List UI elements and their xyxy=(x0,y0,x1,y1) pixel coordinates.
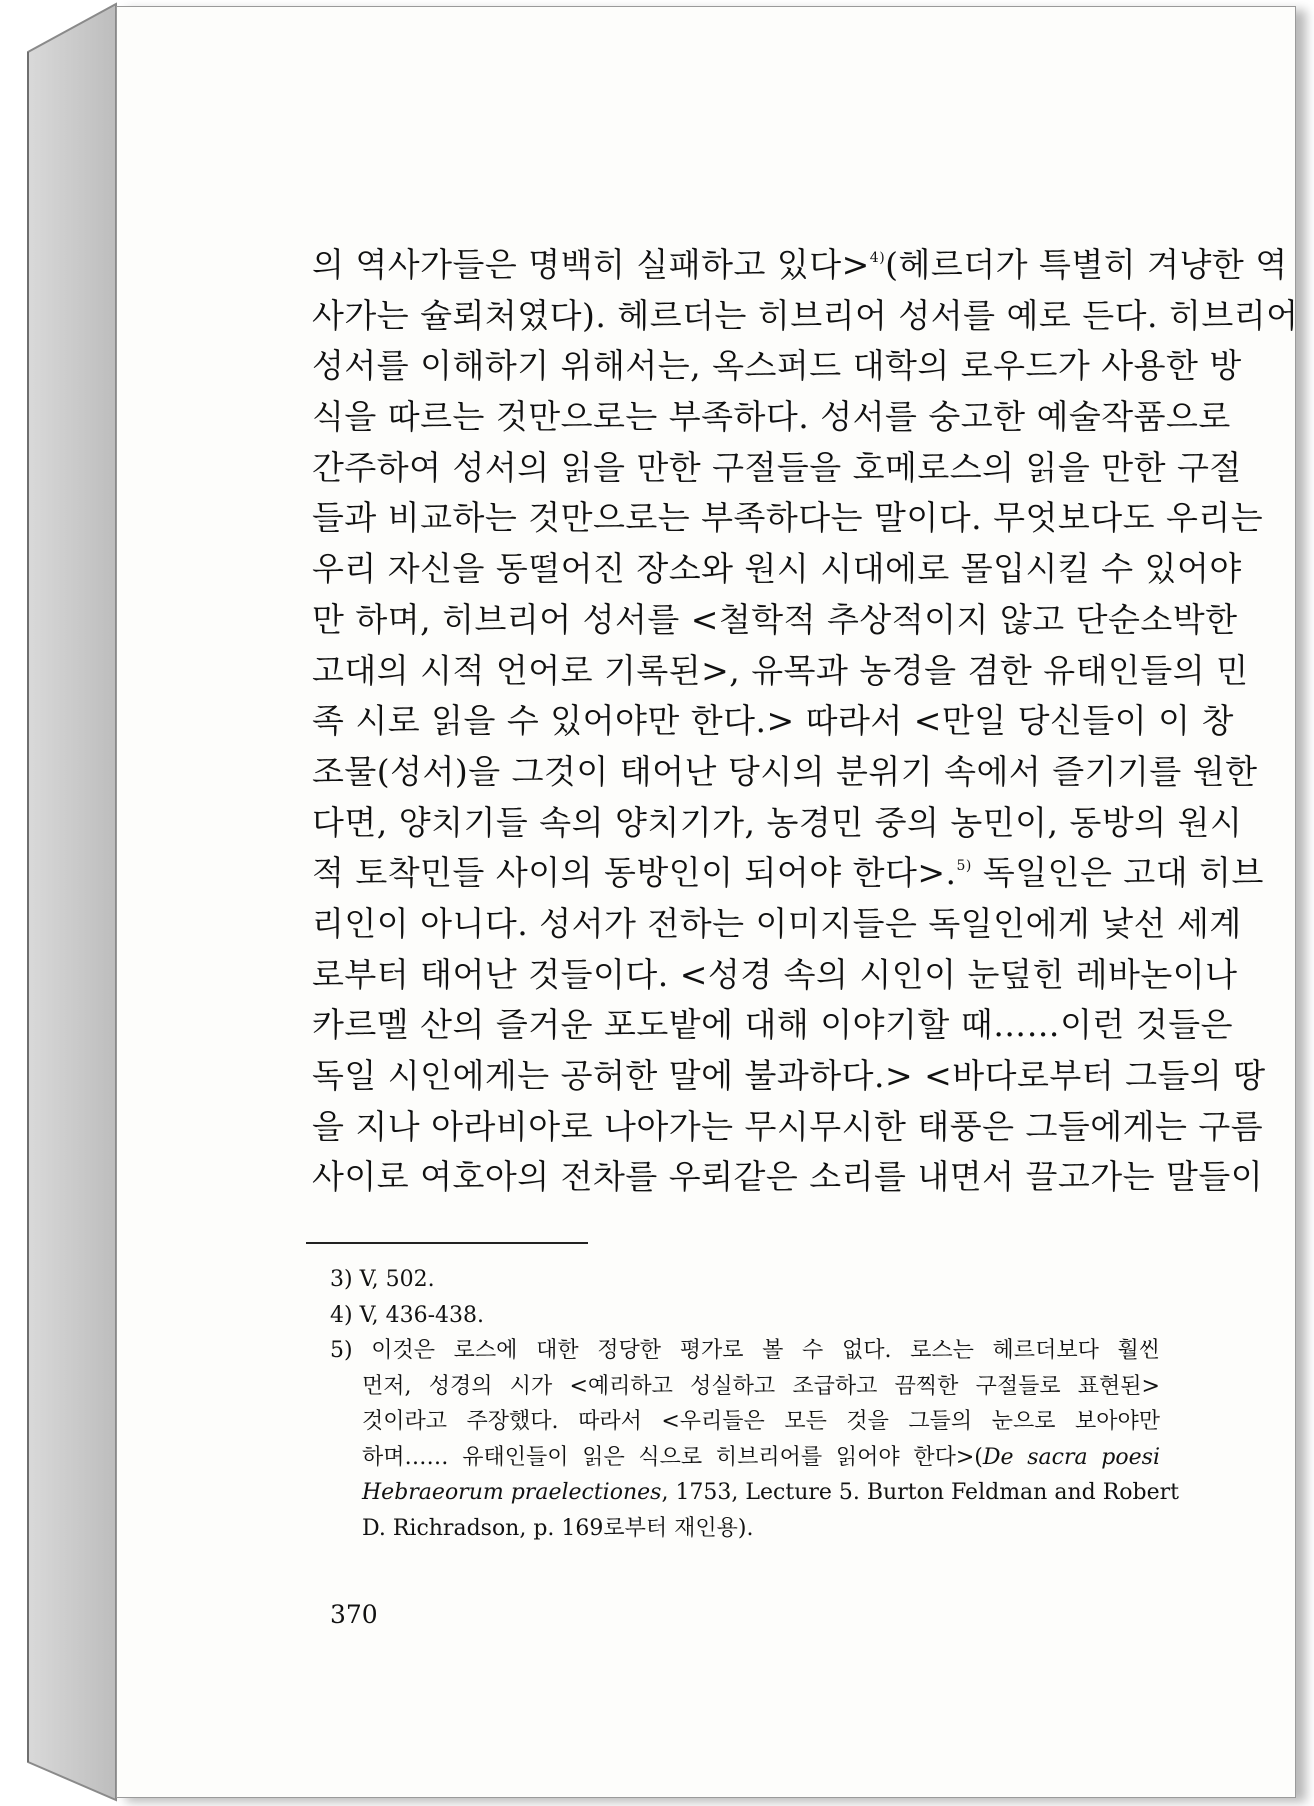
footnote-divider xyxy=(306,1242,588,1244)
text-line: 의 역사가들은 명백히 실패하고 있다>$^{4)}$(헤르더가 특별히 겨냥한 역 xyxy=(312,245,1288,284)
footnote-5-line: Hebraeorum praelectiones, 1753, Lecture 5. Burton Feldman and Robert xyxy=(362,1480,1179,1505)
text-line: 적 토착민들 사이의 동방인이 되어야 한다>.$^{5)}$ 독일인은 고대 히브 xyxy=(312,853,1264,893)
text-line: 조물(성서)을 그것이 태어난 당시의 분위기 속에서 즐기기를 원한 xyxy=(312,751,1258,791)
footnote-5-line: D. Richradson, p. 169로부터 재인용). xyxy=(362,1515,754,1541)
footnote-5-line: 5) 이것은 로스에 대한 정당한 평가로 볼 수 없다. 로스는 헤르더보다 훨씬 xyxy=(330,1338,1160,1363)
page-number: 370 xyxy=(330,1600,378,1629)
text-line: 들과 비교하는 것만으로는 부족하다는 말이다. 무엇보다도 우리는 xyxy=(312,498,1264,538)
text-line: 우리 자신을 동떨어진 장소와 원시 시대에로 몰입시킬 수 있어야 xyxy=(312,549,1242,589)
footnotes xyxy=(330,1262,1179,1546)
text-line: 다면, 양치기들 속의 양치기가, 농경민 중의 농민이, 동방의 원시 xyxy=(312,802,1243,842)
text-line: 간주하여 성서의 읽을 만한 구절들을 호메로스의 읽을 만한 구절 xyxy=(312,447,1242,487)
text-line: 리인이 아니다. 성서가 전하는 이미지들은 독일인에게 낯선 세계 xyxy=(312,903,1242,943)
text-line: 사이로 여호아의 전차를 우뢰같은 소리를 내면서 끌고가는 말들이 xyxy=(312,1157,1264,1197)
text-line: 사가는 슐뢰처였다). 헤르더는 히브리어 성서를 예로 든다. 히브리어 xyxy=(312,295,1299,335)
footnote-3: 3) V, 502. xyxy=(330,1267,435,1292)
footnote-5-line: 하며…… 유태인들이 읽은 식으로 히브리어를 읽어야 한다>(De sacra poesi xyxy=(362,1444,1160,1470)
text-line: 식을 따르는 것만으로는 부족하다. 성서를 숭고한 예술작품으로 xyxy=(312,397,1231,437)
footnote-5-line: 먼저, 성경의 시가 <예리하고 성실하고 조급하고 끔찍한 구절들로 표현된> xyxy=(362,1373,1160,1399)
text-line: 만 하며, 히브리어 성서를 <철학적 추상적이지 않고 단순소박한 xyxy=(312,599,1238,639)
footnote-5-line: 것이라고 주장했다. 따라서 <우리들은 모든 것을 그들의 눈으로 보아야만 xyxy=(362,1409,1160,1434)
text-line: 카르멜 산의 즐거운 포도밭에 대해 이야기할 때……이런 것들은 xyxy=(312,1005,1233,1045)
text-line: 을 지나 아라비아로 나아가는 무시무시한 태풍은 그들에게는 구름 xyxy=(312,1106,1264,1146)
text-line: 고대의 시적 언어로 기록된>, 유목과 농경을 겸한 유태인들의 민 xyxy=(312,650,1249,690)
text-line: 독일 시인에게는 공허한 말에 불과하다.> <바다로부터 그들의 땅 xyxy=(312,1056,1266,1095)
text-line: 로부터 태어난 것들이다. <성경 속의 시인이 눈덮힌 레바논이나 xyxy=(312,954,1238,994)
footnote-4: 4) V, 436-438. xyxy=(330,1302,485,1328)
body-text xyxy=(312,240,1299,1203)
text-line: 성서를 이해하기 위해서는, 옥스퍼드 대학의 로우드가 사용한 방 xyxy=(312,346,1242,386)
text-line: 족 시로 읽을 수 있어야만 한다.> 따라서 <만일 당신들이 이 창 xyxy=(312,701,1234,741)
